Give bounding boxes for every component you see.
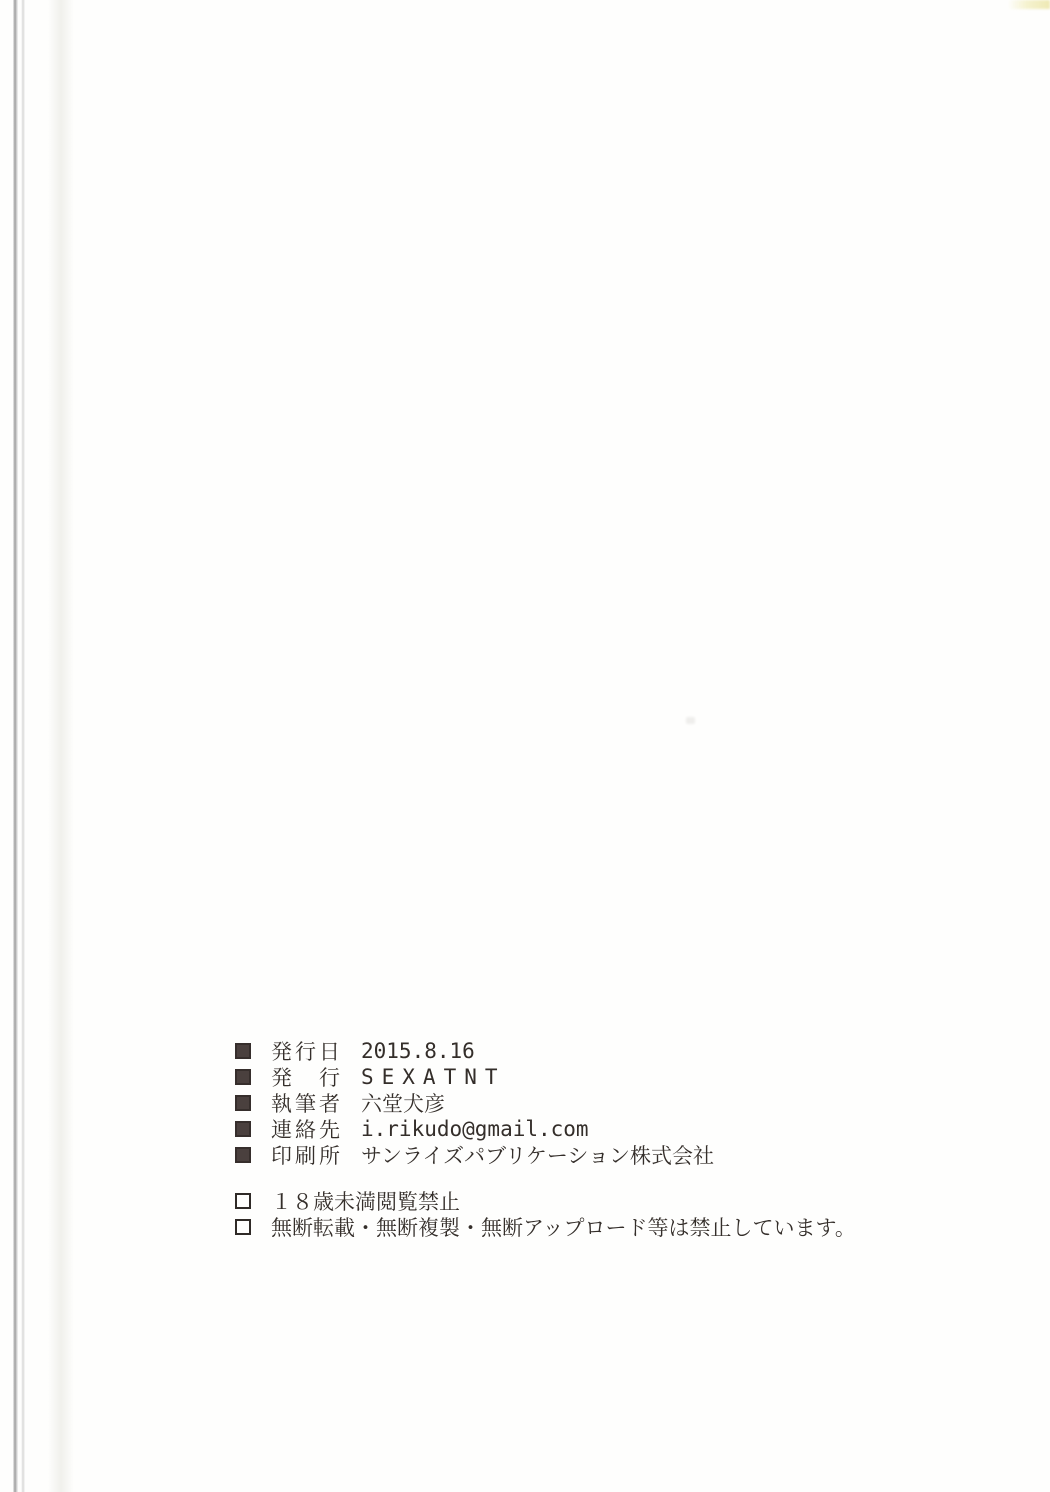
colophon-value: SEXATNT xyxy=(361,1065,506,1089)
scan-binding-line-artifact xyxy=(13,0,18,1492)
colophon-row-publisher xyxy=(235,1064,856,1090)
colophon-label: 執筆者 xyxy=(271,1092,343,1116)
colophon-value: 2015.8.16 xyxy=(361,1039,475,1063)
colophon-row-publish-date xyxy=(235,1038,856,1064)
notice-text: 無断転載・無断複製・無断アップロード等は禁止しています。 xyxy=(271,1216,856,1240)
filled-square-bullet-icon xyxy=(235,1043,251,1059)
scan-binding-line-artifact xyxy=(21,0,25,1492)
colophon-value: サンライズパブリケーション株式会社 xyxy=(361,1144,715,1168)
filled-square-bullet-icon xyxy=(235,1095,251,1111)
scan-smudge-artifact xyxy=(686,717,695,724)
scan-shadow-band-artifact xyxy=(48,0,74,1492)
filled-square-bullet-icon xyxy=(235,1069,251,1085)
colophon-label: 発 行 xyxy=(271,1066,343,1090)
colophon-row-author xyxy=(235,1090,856,1116)
colophon-label: 発行日 xyxy=(271,1040,343,1064)
notice-row-age-restriction xyxy=(235,1188,856,1214)
colophon-value: i.rikudo@gmail.com xyxy=(361,1117,589,1141)
filled-square-bullet-icon xyxy=(235,1147,251,1163)
notice-row-no-reproduction xyxy=(235,1214,856,1240)
open-square-bullet-icon xyxy=(235,1219,251,1235)
filled-square-bullet-icon xyxy=(235,1121,251,1137)
colophon-label: 連絡先 xyxy=(271,1118,343,1142)
colophon-value: 六堂犬彦 xyxy=(361,1092,445,1116)
scan-corner-tint-artifact xyxy=(1008,0,1050,9)
spacer xyxy=(235,1168,856,1188)
open-square-bullet-icon xyxy=(235,1193,251,1209)
colophon-row-contact xyxy=(235,1116,856,1142)
notice-text: １８歳未満閲覧禁止 xyxy=(271,1190,460,1214)
colophon-block xyxy=(235,1038,856,1240)
colophon-row-printer xyxy=(235,1142,856,1168)
colophon-label: 印刷所 xyxy=(271,1144,343,1168)
